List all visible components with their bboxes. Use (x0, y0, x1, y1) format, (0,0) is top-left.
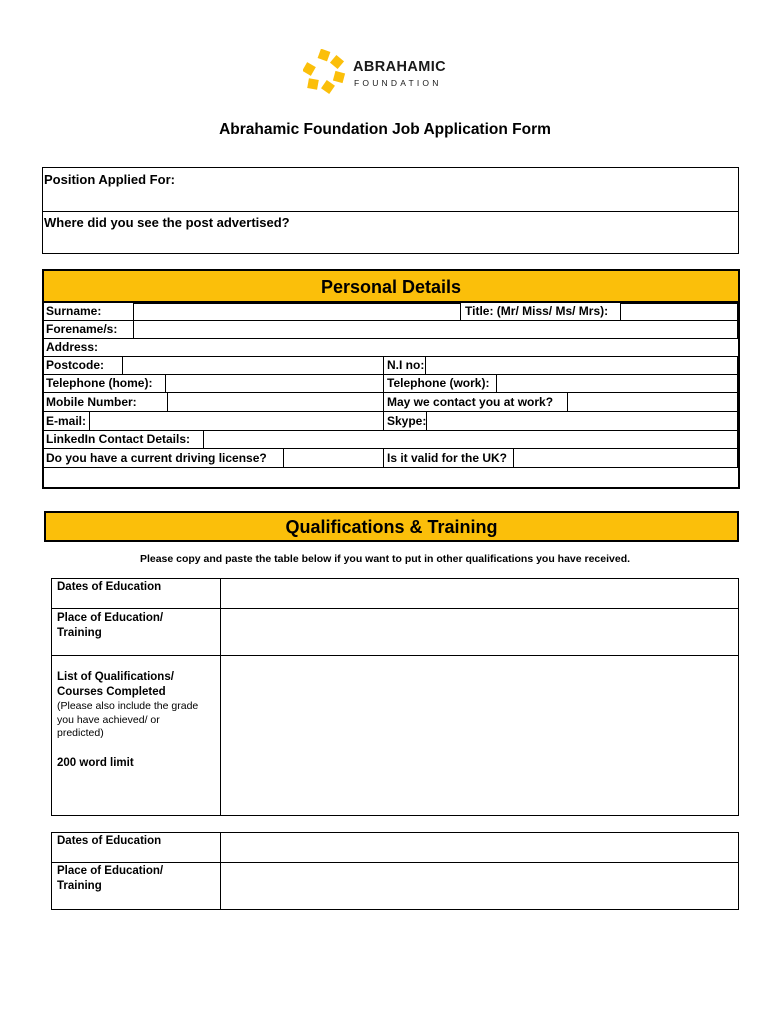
table2-dates-field[interactable] (221, 833, 738, 862)
logo-text-foundation: FOUNDATION (354, 78, 442, 88)
email-label: E-mail: (46, 414, 87, 428)
title-label: Title: (Mr/ Miss/ Ms/ Mrs): (465, 304, 609, 318)
skype-field[interactable] (426, 411, 738, 431)
position-applied-label: Position Applied For: (44, 172, 175, 187)
surname-label: Surname: (46, 304, 102, 318)
ni-number-label: N.I no: (387, 358, 425, 372)
telephone-home-field[interactable] (165, 374, 384, 393)
qualifications-heading: Qualifications & Training (44, 511, 739, 542)
table1-dates-field[interactable] (221, 579, 738, 608)
position-applied-field[interactable] (215, 168, 737, 210)
table2-place-field[interactable] (221, 863, 738, 909)
organization-logo (303, 45, 468, 99)
mobile-number-label: Mobile Number: (46, 395, 137, 409)
contact-at-work-label: May we contact you at work? (387, 395, 554, 409)
address-label: Address: (46, 340, 99, 354)
table1-qualifications-label: List of Qualifications/ Courses Completed (57, 671, 174, 698)
telephone-work-label: Telephone (work): (387, 376, 490, 390)
personal-details-heading: Personal Details (44, 271, 738, 303)
postcode-field[interactable] (122, 356, 384, 375)
table1-word-limit: 200 word limit (57, 757, 134, 769)
postcode-label: Postcode: (46, 358, 105, 372)
title-field[interactable] (620, 303, 738, 321)
skype-label: Skype: (387, 414, 427, 428)
linkedin-field[interactable] (203, 430, 738, 449)
forenames-label: Forename/s: (46, 322, 118, 336)
valid-uk-field[interactable] (513, 448, 738, 468)
forenames-field[interactable] (133, 320, 738, 339)
linkedin-label: LinkedIn Contact Details: (46, 432, 191, 446)
telephone-work-field[interactable] (496, 374, 738, 393)
qualifications-note: Please copy and paste the table below if you want to put in other qualifications you have received. (139, 553, 631, 565)
logo-text-abrahamic: ABRAHAMIC (353, 59, 447, 75)
table1-qualifications-field[interactable] (221, 656, 738, 815)
advertised-label: Where did you see the post advertised? (44, 215, 290, 230)
driving-license-field[interactable] (283, 448, 384, 468)
email-field[interactable] (89, 411, 384, 431)
table1-dates-label: Dates of Education (57, 581, 162, 593)
advertised-field[interactable] (330, 211, 737, 253)
address-field[interactable] (104, 339, 738, 356)
table1-place-field[interactable] (221, 609, 738, 655)
driving-license-label: Do you have a current driving license? (46, 451, 267, 465)
table1-grade-hint: (Please also include the grade you have achieved/ or predicted) (57, 700, 199, 739)
contact-at-work-field[interactable] (567, 392, 738, 412)
valid-uk-label: Is it valid for the UK? (387, 451, 508, 465)
surname-field[interactable] (133, 303, 461, 321)
telephone-home-label: Telephone (home): (46, 376, 153, 390)
form-title: Abrahamic Foundation Job Application Form (219, 121, 551, 138)
mobile-number-field[interactable] (167, 392, 384, 412)
ni-number-field[interactable] (425, 356, 738, 375)
table2-place-label: Place of Education/ Training (57, 865, 164, 892)
table1-place-label: Place of Education/ Training (57, 612, 164, 639)
abrahamic-star-logo-icon (303, 49, 347, 95)
table2-dates-label: Dates of Education (57, 835, 162, 847)
